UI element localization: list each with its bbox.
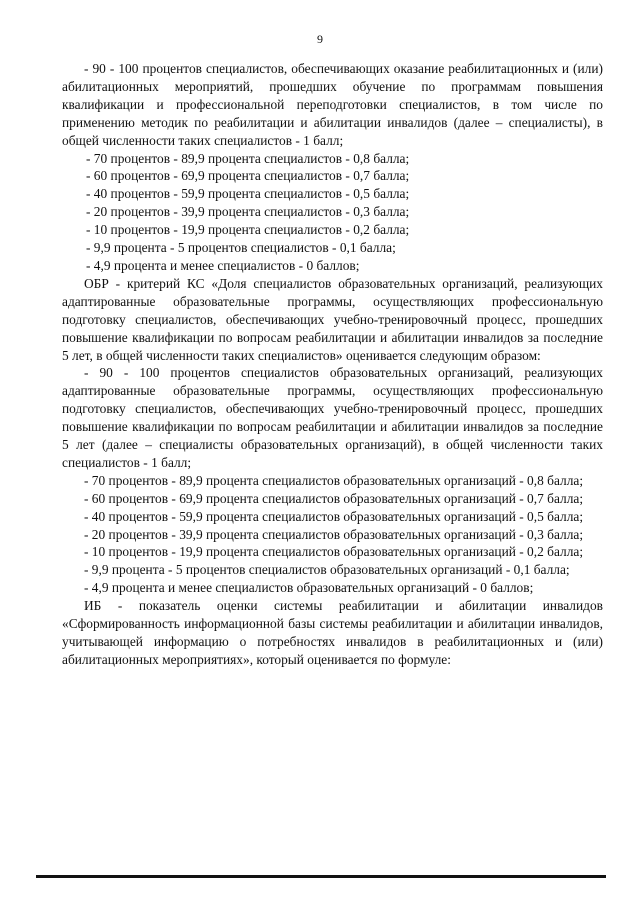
scale-2-item: - 40 процентов - 59,9 процента специалистов образовательных организаций - 0,5 балла; [84,508,584,524]
scale-1-item: - 20 процентов - 39,9 процента специалистов - 0,3 балла; [86,204,410,220]
ib-indicator-paragraph: ИБ - показатель оценки системы реабилитации и абилитации инвалидов «Сформированность информационной базы системы реабилитации и абилитации инвалидов, учитывающей информацию о потребностях инвалидов в реабилитационных и (или) абилитационных мероприятиях», который оценивается по формуле: [62,598,603,667]
scale-2-item: - 60 процентов - 69,9 процента специалистов образовательных организаций - 0,7 балла; [84,490,584,506]
scale-2-item: - 4,9 процента и менее специалистов образовательных организаций - 0 баллов; [84,580,534,596]
scale-1-item: - 9,9 процента - 5 процентов специалистов - 0,1 балла; [86,240,396,256]
scale-2-item: - 9,9 процента - 5 процентов специалистов образовательных организаций - 0,1 балла; [84,562,570,578]
scale-1-item: - 40 процентов - 59,9 процента специалистов - 0,5 балла; [86,186,410,202]
scale-1-item: - 70 процентов - 89,9 процента специалистов - 0,8 балла; [86,150,410,166]
scale-2-item: - 10 процентов - 19,9 процента специалистов образовательных организаций - 0,2 балла; [84,544,584,560]
scale-2-item: - 70 процентов - 89,9 процента специалистов образовательных организаций - 0,8 балла; [84,472,584,488]
footer-rule [36,875,606,878]
scale-1-item: - 10 процентов - 19,9 процента специалистов - 0,2 балла; [86,222,410,238]
intro-paragraph: - 90 - 100 процентов специалистов, обеспечивающих оказание реабилитационных и (или) абилитационных мероприятий, прошедших обучение по программам повышения квалификации и профессиональной переподготовки специалистов, в том числе по применению методик по реабилитации и абилитации инвалидов (далее – специалисты), в общей численности таких специалистов - 1 балл; [62,61,603,148]
scale-1-item: - 60 процентов - 69,9 процента специалистов - 0,7 балла; [86,168,410,184]
page-number: 9 [317,32,323,46]
scale-2-item: - 20 процентов - 39,9 процента специалистов образовательных организаций - 0,3 балла; [84,526,584,542]
document-body [62,60,603,669]
obr-criterion-paragraph: ОБР - критерий КС «Доля специалистов образовательных организаций, реализующих адаптированные образовательные программы, осуществляющих профессиональную подготовку специалистов, обеспечивающих учебно-тренировочный процесс, прошедших повышение квалификации по вопросам реабилитации и абилитации инвалидов за последние 5 лет, в общей численности таких специалистов» оценивается следующим образом: [62,275,603,363]
scale-1-item: - 4,9 процента и менее специалистов - 0 баллов; [86,257,360,273]
obr-top-item: - 90 - 100 процентов специалистов образовательных организаций, реализующих адаптированные образовательные программы, осуществляющих профессиональную подготовку специалистов, обеспечивающих учебно-тренировочный процесс, прошедших повышение квалификации по вопросам реабилитации и абилитации инвалидов за последние 5 лет (далее – специалисты образовательных организаций), в общей численности таких специалистов - 1 балл; [62,365,603,470]
